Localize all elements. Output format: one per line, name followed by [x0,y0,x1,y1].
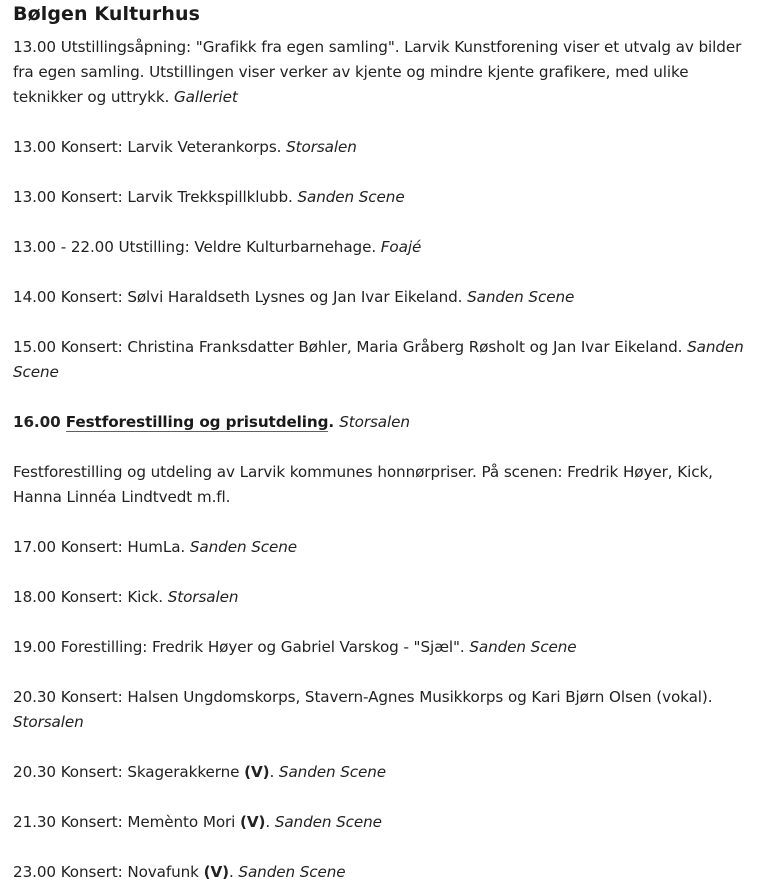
event-period: . [265,813,275,831]
event-text: 13.00 Konsert: Larvik Trekkspillklubb. [13,188,298,206]
event-venue: Storsalen [286,138,357,156]
featured-time: 16.00 [13,413,66,431]
featured-event-link[interactable]: Festforestilling og prisutdeling [65,413,329,431]
event-item [13,535,753,560]
page-title: Bølgen Kulturhus [13,3,201,25]
event-venue: Sanden Scene [467,288,575,306]
event-text: 19.00 Forestilling: Fredrik Høyer og Gabriel Varskog - "Sjæl". [13,638,470,656]
event-badge: (V) [203,863,229,881]
event-venue: Sanden Scene [189,538,298,556]
event-item [13,585,753,610]
event-venue: Sanden Scene [297,188,405,206]
event-text: 20.30 Konsert: Halsen Ungdomskorps, Stavern-Agnes Musikkorps og Kari Bjørn Olsen (vokal). [13,688,713,706]
event-venue: Storsalen [339,413,410,431]
event-text: 17.00 Konsert: HumLa. [13,538,190,556]
event-text: 18.00 Konsert: Kick. [13,588,168,606]
event-venue: Storsalen [167,588,239,606]
event-venue: Storsalen [13,713,84,731]
event-item [13,185,753,210]
event-item [13,285,753,310]
event-period: . [228,863,239,881]
event-item [13,685,753,735]
featured-description: Festforestilling og utdeling av Larvik kommunes honnørpriser. På scenen: Fredrik Høyer, Kick, Hanna Linnéa Lindtvedt m.fl. [13,463,713,506]
event-text: 23.00 Konsert: Novafunk [13,863,204,881]
event-text: 14.00 Konsert: Sølvi Haraldseth Lysnes og Jan Ivar Eikeland. [13,288,468,306]
event-text: 20.30 Konsert: Skagerakkerne [13,763,245,781]
event-item [13,35,753,110]
event-item [13,335,753,385]
event-item [13,235,753,260]
event-period: . [269,763,279,781]
event-item [13,810,753,835]
event-venue: Sanden Scene [274,813,382,831]
event-venue: Sanden Scene [13,338,744,381]
event-venue: Foajé [380,238,422,256]
event-text: 13.00 Utstillingsåpning: "Grafikk fra egen samling". Larvik Kunstforening viser et utvalg av bilder fra egen samling. Utstillingen viser verker av kjente og mindre kjente grafikere, med ulike teknikker og uttrykk. [13,38,742,106]
event-item [13,860,753,885]
event-venue: Galleriet [173,88,238,106]
event-item [13,760,753,785]
event-badge: (V) [240,813,266,831]
event-text: 21.30 Konsert: Memènto Mori [13,813,240,831]
event-venue: Sanden Scene [238,863,346,881]
event-item [13,135,753,160]
event-venue: Sanden Scene [469,638,577,656]
event-venue: Sanden Scene [278,763,387,781]
event-text: 13.00 - 22.00 Utstilling: Veldre Kulturbarnehage. [13,238,381,256]
event-badge: (V) [244,763,270,781]
event-item [13,635,753,660]
event-text: 13.00 Konsert: Larvik Veterankorps. [13,138,287,156]
featured-event [13,410,753,435]
featured-period: . [328,413,340,431]
event-text: 15.00 Konsert: Christina Franksdatter Bøhler, Maria Gråberg Røsholt og Jan Ivar Eikeland. [13,338,688,356]
